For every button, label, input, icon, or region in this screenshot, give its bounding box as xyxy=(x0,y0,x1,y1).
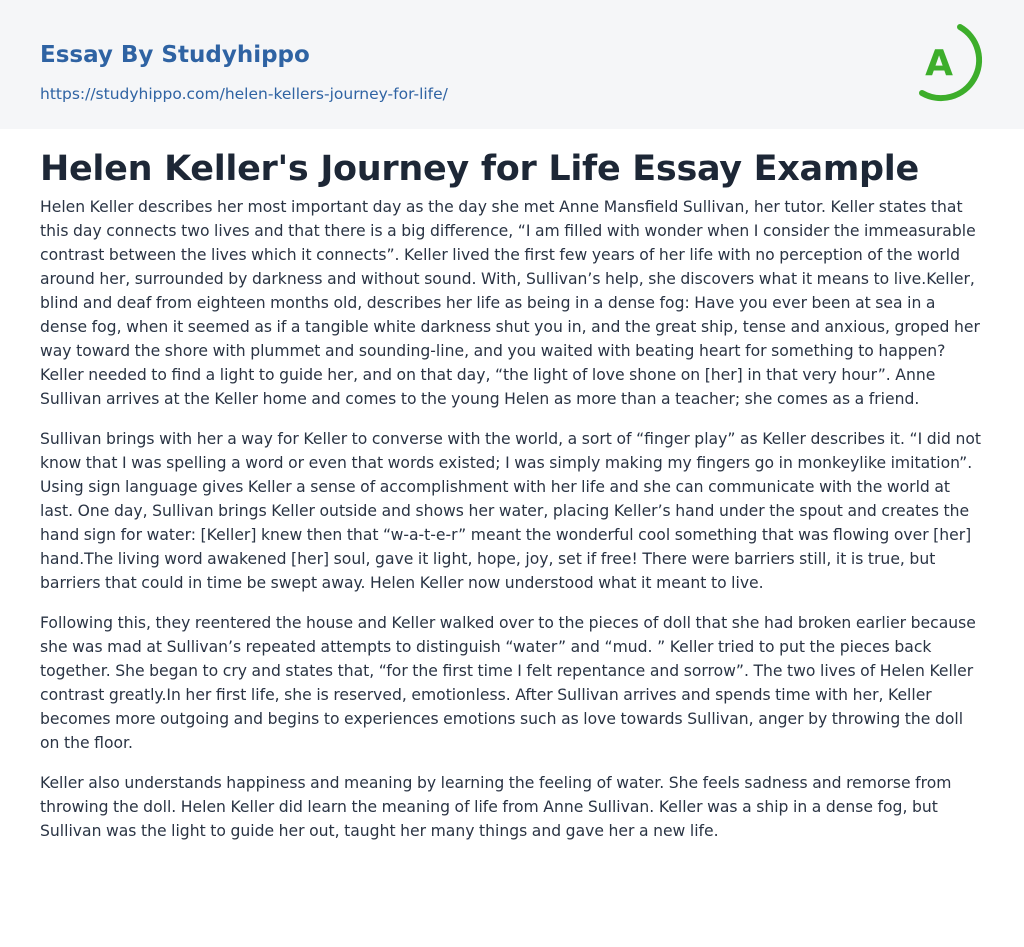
essay-paragraph: Following this, they reentered the house and Keller walked over to the pieces of doll that she had broken earlier because she was mad at Sullivan’s repeated attempts to distinguish “water” and “mud. ” Keller tried to put the pieces back together. She began to cry and states that, “for the first time I felt repentance and sorrow”. The two lives of Helen Keller contrast greatly.In her first life, she is reserved, emotionless. After Sullivan arrives and spends time with her, Keller becomes more outgoing and begins to experiences emotions such as love towards Sullivan, anger by throwing the doll on the floor. xyxy=(40,614,976,752)
essay-paragraph: Sullivan brings with her a way for Keller to converse with the world, a sort of “finger play” as Keller describes it. “I did not know that I was spelling a word or even that words existed; I was simply making my fingers go in monkeylike imitation”. Using sign language gives Keller a sense of accomplishment with her life and she can communicate with the world at last. One day, Sullivan brings Keller outside and shows her water, placing Keller’s hand under the spout and creates the hand sign for water: [Keller] knew then that “w-a-t-e-r” meant the wonderful cool something that was flowing over [her] hand.The living word awakened [her] soul, gave it light, hope, joy, set if free! There were barriers still, it is true, but barriers that could in time be swept away. Helen Keller now understood what it meant to live. xyxy=(40,430,981,592)
essay-paragraph: Keller also understands happiness and meaning by learning the feeling of water. She feels sadness and remorse from throwing the doll. Helen Keller did learn the meaning of life from Anne Sullivan. Keller was a ship in a dense fog, but Sullivan was the light to guide her out, taught her many things and gave her a new life. xyxy=(40,774,952,840)
essay-title: Helen Keller's Journey for Life Essay Example xyxy=(40,149,919,189)
site-brand[interactable]: Essay By Studyhippo xyxy=(40,42,310,68)
studyhippo-logo-icon[interactable] xyxy=(912,20,986,106)
site-header xyxy=(0,0,1024,129)
logo-letter: A xyxy=(925,43,953,84)
essay-content xyxy=(0,129,1024,843)
essay-paragraph: Helen Keller describes her most important day as the day she met Anne Mansfield Sullivan, her tutor. Keller states that this day connects two lives and that there is a big difference, “I am filled with wonder when I consider the immeasurable contrast between the lives which it connects”. Keller lived the first few years of her life with no perception of the world around her, surrounded by darkness and without sound. With, Sullivan’s help, she discovers what it means to live.Keller, blind and deaf from eighteen months old, describes her life as being in a dense fog: Have you ever been at sea in a dense fog, when it seemed as if a tangible white darkness shut you in, and the great ship, tense and anxious, groped her way toward the shore with plummet and sounding-line, and you waited with beating heart for something to happen? Keller needed to find a light to guide her, and on that day, “the light of love shone on [her] in that very hour”. Anne Sullivan arrives at the Keller home and comes to the young Helen as more than a teacher; she comes as a friend. xyxy=(40,198,980,408)
page-url-link[interactable]: https://studyhippo.com/helen-kellers-journey-for-life/ xyxy=(40,85,448,103)
